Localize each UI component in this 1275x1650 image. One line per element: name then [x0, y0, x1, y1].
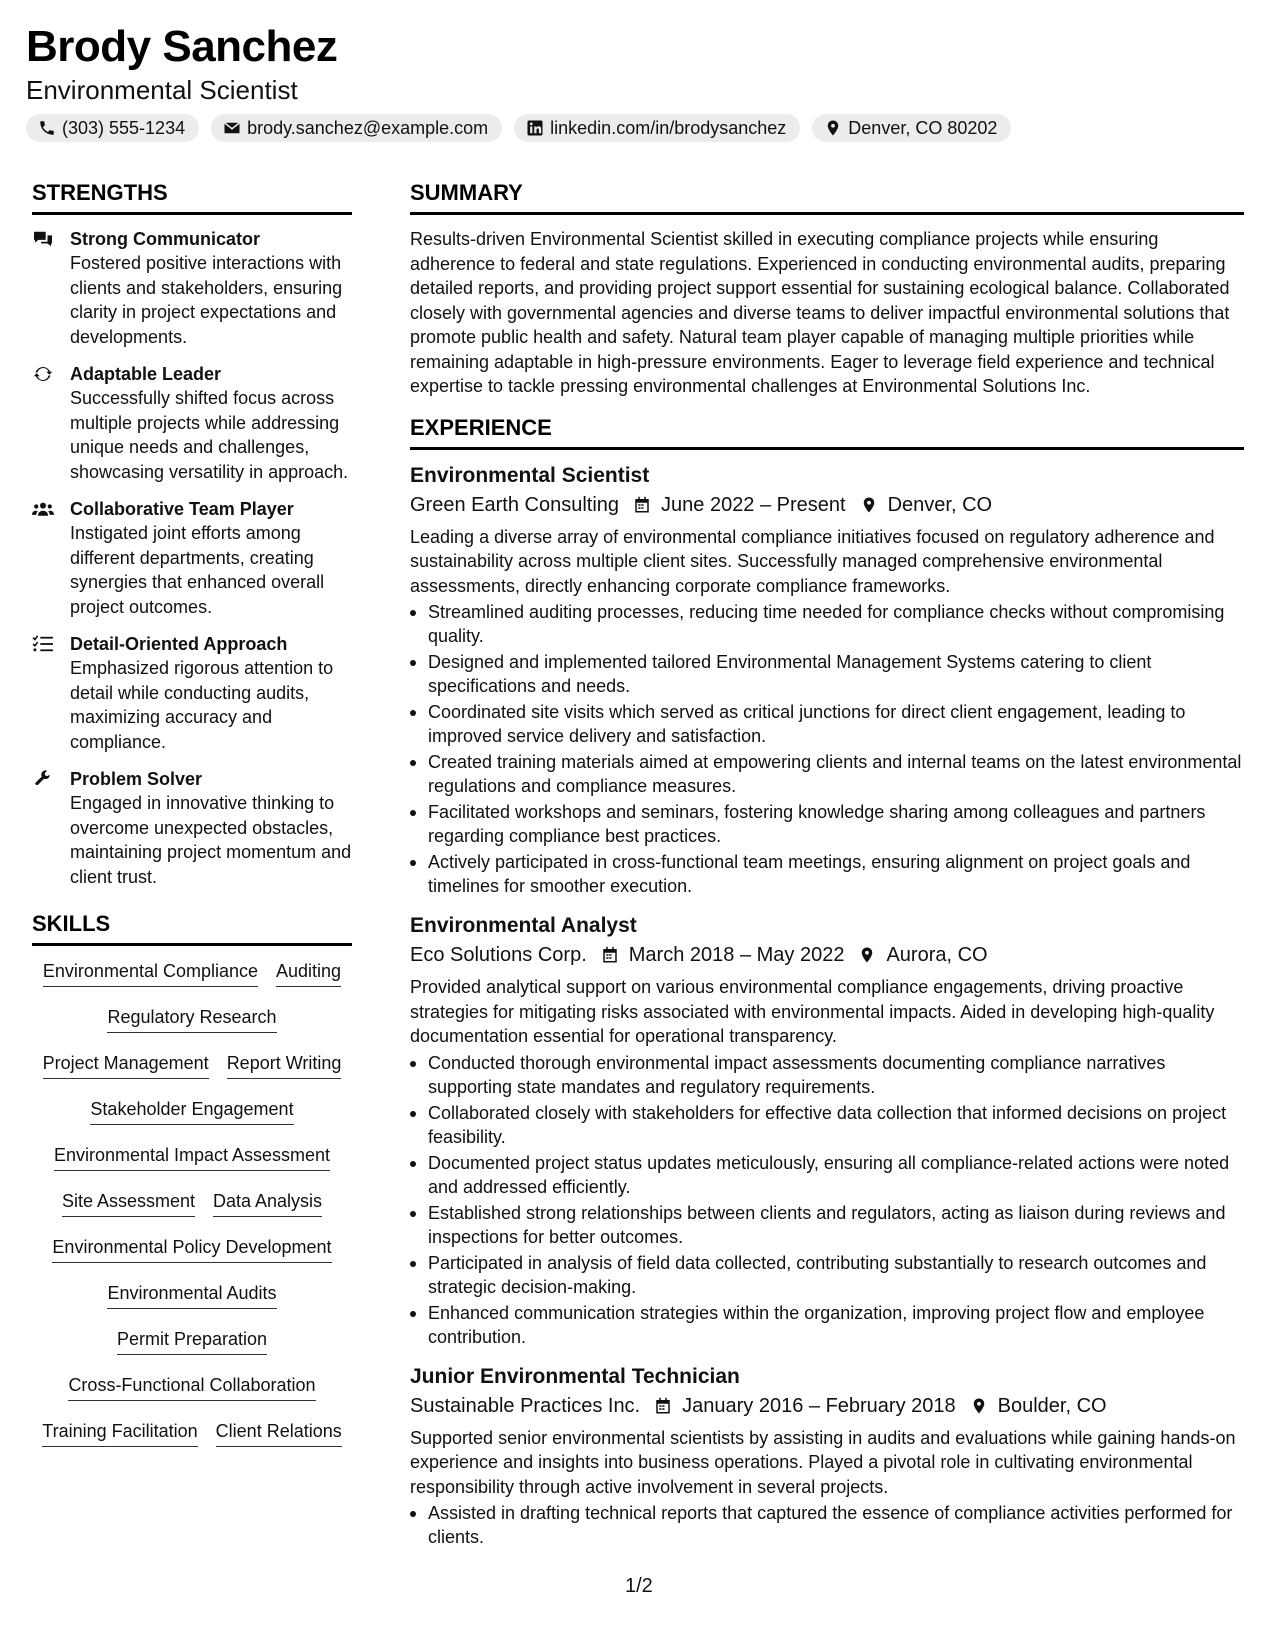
- strength-title: Collaborative Team Player: [70, 499, 294, 519]
- job-description: Leading a diverse array of environmental compliance initiatives focused on regulatory adherence and sustainability across multiple client sites. Successfully managed comprehensive environmental assessments, directly enhancing corporate compliance frameworks.: [410, 526, 1215, 596]
- skill-tag: Environmental Impact Assessment: [54, 1142, 330, 1171]
- strength-desc: Fostered positive interactions with clients and stakeholders, ensuring clarity in project expectations and developments.: [70, 253, 343, 347]
- job-bullet: Assisted in drafting technical reports that captured the essence of compliance activities performed for clients.: [410, 1501, 1244, 1549]
- skill-tag: Permit Preparation: [117, 1326, 267, 1355]
- strength-title: Strong Communicator: [70, 229, 261, 249]
- right-column: [410, 180, 1244, 1563]
- job-bullet: Conducted thorough environmental impact assessments documenting compliance narratives supporting state mandates and regulatory requirements.: [410, 1051, 1244, 1099]
- skill-tag: Data Analysis: [213, 1188, 322, 1217]
- job-location: Aurora, CO: [886, 944, 988, 966]
- candidate-name: Brody Sanchez: [26, 22, 338, 71]
- skill-tag: Stakeholder Engagement: [90, 1096, 293, 1125]
- skill-tag: Cross-Functional Collaboration: [68, 1372, 315, 1401]
- strength-item: [32, 767, 352, 889]
- job-location: Boulder, CO: [997, 1394, 1107, 1417]
- phone-icon: [38, 119, 56, 137]
- strength-item: [32, 362, 352, 484]
- job-dates: March 2018 – May 2022: [628, 944, 845, 966]
- page-number: 1/2: [625, 1575, 653, 1597]
- summary-text: Results-driven Environmental Scientist skilled in executing compliance projects while ensuring adherence to federal and state regulations. Experienced in conducting environmental audits, preparing detailed reports, and providing project support essential for sustaining ecological balance. Collaborated closely with governmental agencies and diverse teams to deliver impactful environmental solutions that promote public health and safety. Natural team player capable of managing multiple priorities while remaining adaptable in high-pressure environments. Eager to leverage field experience and technical expertise to tackle pressing environmental challenges at Environmental Solutions Inc.: [410, 229, 1230, 396]
- skill-tag: Training Facilitation: [42, 1418, 197, 1447]
- map-pin-icon: [860, 496, 878, 514]
- job-bullets: [410, 1501, 1244, 1549]
- skill-tag: Report Writing: [227, 1050, 342, 1079]
- job-meta: [410, 490, 1244, 520]
- strength-title: Adaptable Leader: [70, 364, 222, 384]
- calendar-icon: [633, 496, 651, 514]
- contact-location: [812, 114, 1011, 142]
- job-company: Sustainable Practices Inc.: [410, 1394, 641, 1417]
- skill-tag: Site Assessment: [62, 1188, 195, 1217]
- job-dates: January 2016 – February 2018: [682, 1394, 956, 1417]
- skill-tag: Client Relations: [216, 1418, 342, 1447]
- left-column: [32, 180, 352, 1464]
- skill-tag: Auditing: [276, 958, 341, 987]
- map-pin-icon: [824, 119, 842, 137]
- map-pin-icon: [858, 946, 876, 964]
- job-bullet: Documented project status updates meticulously, ensuring all compliance-related actions were noted and addressed efficiently.: [410, 1151, 1244, 1199]
- contact-email-text: brody.sanchez@example.com: [247, 117, 489, 138]
- job-bullet: Enhanced communication strategies within the organization, improving project flow and employee contribution.: [410, 1301, 1244, 1349]
- contact-phone[interactable]: [26, 114, 199, 142]
- job-title: Junior Environmental Technician: [410, 1364, 740, 1388]
- contact-bar: [26, 114, 1011, 142]
- job-bullet: Coordinated site visits which served as critical junctions for direct client engagement, leading to improved service delivery and satisfaction.: [410, 700, 1244, 748]
- job-bullet: Facilitated workshops and seminars, fostering knowledge sharing among colleagues and partners regarding compliance best practices.: [410, 800, 1244, 848]
- candidate-title: Environmental Scientist: [26, 75, 298, 105]
- job-company: Green Earth Consulting: [410, 493, 620, 516]
- calendar-icon: [654, 1397, 672, 1415]
- job-dates: June 2022 – Present: [661, 493, 846, 516]
- skill-tag: Environmental Audits: [107, 1280, 276, 1309]
- job-bullet: Collaborated closely with stakeholders for effective data collection that informed decisions on project feasibility.: [410, 1101, 1244, 1149]
- job-description: Supported senior environmental scientists by assisting in audits and evaluations while gaining hands-on experience and insights into business operations. Played a pivotal role in cultivating environmental responsibility through active involvement in several projects.: [410, 1427, 1236, 1497]
- strength-title: Detail-Oriented Approach: [70, 634, 288, 654]
- wrench-icon: [32, 770, 54, 788]
- strengths-heading: STRENGTHS: [32, 180, 352, 215]
- map-pin-icon: [970, 1397, 988, 1415]
- chat-bubbles-icon: [32, 230, 54, 248]
- strength-desc: Emphasized rigorous attention to detail while conducting audits, maximizing accuracy and compliance.: [70, 658, 334, 752]
- job-entry: [410, 912, 1244, 1349]
- job-description: Provided analytical support on various environmental compliance engagements, driving proactive strategies for mitigating risks associated with environmental impacts. Aided in developing high-quality documentation essential for operational transparency.: [410, 977, 1215, 1046]
- calendar-icon: [601, 946, 619, 964]
- linkedin-icon: [526, 119, 544, 137]
- job-meta: [410, 1391, 1244, 1421]
- contact-linkedin[interactable]: [514, 114, 800, 142]
- contact-linkedin-text: linkedin.com/in/brodysanchez: [550, 117, 787, 138]
- skills-list: [32, 958, 352, 1464]
- job-bullet: Streamlined auditing processes, reducing time needed for compliance checks without compromising quality.: [410, 600, 1244, 648]
- strength-title: Problem Solver: [70, 769, 203, 789]
- skill-tag: Environmental Compliance: [43, 958, 258, 987]
- job-location: Denver, CO: [887, 493, 993, 516]
- experience-heading: EXPERIENCE: [410, 415, 1244, 450]
- strength-desc: Successfully shifted focus across multiple projects while addressing unique needs and challenges, showcasing versatility in approach.: [70, 388, 349, 482]
- skill-tag: Environmental Policy Development: [52, 1234, 331, 1263]
- sync-icon: [32, 365, 54, 383]
- job-entry: [410, 1363, 1244, 1550]
- job-bullets: [410, 1051, 1244, 1349]
- job-bullets: [410, 600, 1244, 898]
- job-company: Eco Solutions Corp.: [410, 944, 587, 966]
- job-bullet: Actively participated in cross-functional team meetings, ensuring alignment on project goals and timelines for smoother execution.: [410, 850, 1244, 898]
- users-icon: [32, 500, 54, 518]
- job-meta: [410, 940, 1244, 970]
- skill-tag: Regulatory Research: [107, 1004, 276, 1033]
- strength-desc: Instigated joint efforts among different departments, creating synergies that enhanced overall project outcomes.: [70, 523, 325, 617]
- envelope-icon: [223, 119, 241, 137]
- strength-item: [32, 227, 352, 349]
- strength-desc: Engaged in innovative thinking to overcome unexpected obstacles, maintaining project momentum and client trust.: [70, 793, 352, 887]
- strength-item: [32, 632, 352, 754]
- job-bullet: Designed and implemented tailored Environmental Management Systems catering to client specifications and needs.: [410, 650, 1244, 698]
- contact-location-text: Denver, CO 80202: [848, 117, 998, 138]
- contact-phone-text: (303) 555-1234: [62, 117, 186, 138]
- skills-heading: SKILLS: [32, 911, 352, 946]
- summary-heading: SUMMARY: [410, 180, 1244, 215]
- job-bullet: Created training materials aimed at empowering clients and internal teams on the latest environmental regulations and compliance measures.: [410, 750, 1244, 798]
- job-title: Environmental Analyst: [410, 914, 637, 937]
- contact-email[interactable]: [211, 114, 502, 142]
- checklist-icon: [32, 635, 54, 653]
- strength-item: [32, 497, 352, 619]
- job-entry: [410, 462, 1244, 899]
- job-title: Environmental Scientist: [410, 463, 650, 487]
- skill-tag: Project Management: [43, 1050, 209, 1079]
- job-bullet: Established strong relationships between clients and regulators, acting as liaison during reviews and inspections for better outcomes.: [410, 1201, 1244, 1249]
- job-bullet: Participated in analysis of field data collected, contributing substantially to research outcomes and strategic decision-making.: [410, 1251, 1244, 1299]
